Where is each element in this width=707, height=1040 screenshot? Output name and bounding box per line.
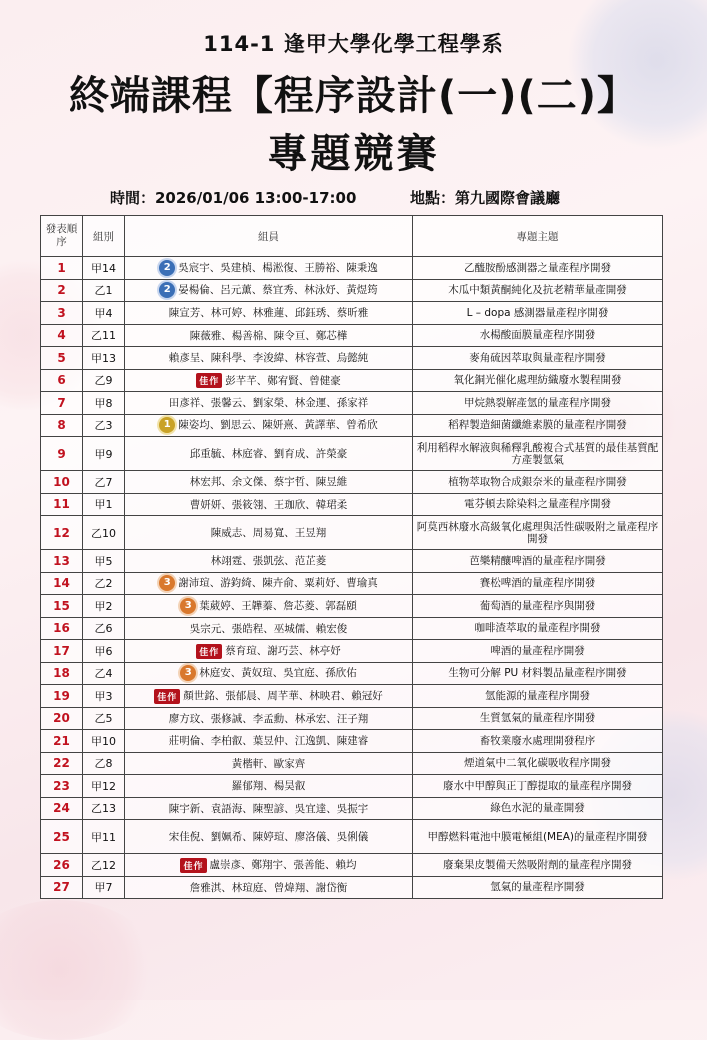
table-row [41, 572, 663, 595]
event-place: 地點：第九國際會議廳 [410, 189, 561, 207]
members-text: 陳姿均、劉思云、陳妍熹、黃譯華、曾希欣 [178, 419, 378, 432]
members-text: 陳威志、周易寬、王昱翔 [210, 527, 327, 539]
group-id: 甲3 [83, 685, 125, 708]
members-text: 廖方玟、張修誠、李孟勳、林承宏、汪子翔 [168, 712, 369, 725]
group-id: 甲13 [83, 347, 125, 370]
group-id: 乙10 [83, 516, 125, 550]
members-text: 詹雅淇、林瑄庭、曾煒翔、謝岱衡 [189, 881, 348, 894]
project-topic: 甲烷熱裂解產氫的量產程序開發 [413, 392, 663, 415]
project-topic: 啤酒的量產程序開發 [413, 640, 663, 663]
table-row [41, 392, 663, 415]
group-members [125, 617, 413, 640]
silver-medal-icon: 2 [159, 282, 175, 298]
members-text: 陳宣芳、林可婷、林雅蓮、邱鈺琇、蔡昕雅 [168, 307, 369, 320]
project-topic: 植物萃取物合成銀奈米的量產程序開發 [413, 471, 663, 494]
table-header-row [41, 216, 663, 257]
project-topic: 電芬頓去除染料之量產程序開發 [413, 493, 663, 516]
group-id: 乙11 [83, 324, 125, 347]
members-text: 陳宇新、袁語海、陳聖諺、吳宜達、吳振宇 [168, 802, 369, 815]
group-id: 乙3 [83, 414, 125, 437]
project-topic: 綠色水泥的量產開發 [413, 797, 663, 820]
table-row [41, 617, 663, 640]
honorable-mention-badge: 佳作 [196, 373, 222, 388]
project-topic: 廢棄果皮製備天然吸附劑的量產程序開發 [413, 854, 663, 877]
honorable-mention-badge: 佳作 [154, 689, 180, 704]
group-members [125, 414, 413, 437]
project-topic: 麥角硫因萃取與量產程序開發 [413, 347, 663, 370]
members-text: 吳宸宇、吳建楨、楊淞復、王勝裕、陳秉逸 [178, 261, 378, 274]
group-members [125, 347, 413, 370]
group-id: 乙8 [83, 752, 125, 775]
bronze-medal-icon: 3 [159, 575, 175, 591]
table-row [41, 662, 663, 685]
members-text: 羅郁翔、楊昊叡 [231, 780, 306, 793]
members-text: 盧崇彥、鄭翔宇、張善能、賴均 [209, 859, 357, 871]
group-members [125, 324, 413, 347]
group-id: 甲11 [83, 820, 125, 854]
members-text: 林翊霆、張凱弦、范芷菱 [210, 555, 327, 568]
table-row [41, 257, 663, 280]
school-department: 114-1 逢甲大學化學工程學系 [203, 32, 504, 56]
members-text: 林庭安、黃奴瑄、吳宜庭、孫欣佑 [199, 667, 357, 680]
group-members [125, 876, 413, 899]
members-text: 陳薇雅、楊善棉、陳令亘、鄭芯樺 [189, 329, 348, 342]
presentation-order: 11 [41, 493, 83, 516]
project-topic: 生質氫氣的量產程序開發 [413, 707, 663, 730]
group-members [125, 302, 413, 325]
bronze-medal-icon: 3 [180, 665, 196, 681]
members-text: 莊明倫、李柏叡、葉昱仲、江逸凱、陳建睿 [168, 735, 369, 748]
project-topic: 水楊酸面膜量產程序開發 [413, 324, 663, 347]
group-members [125, 595, 413, 618]
members-text: 彭芊芊、鄭宥賢、曾健豪 [225, 374, 341, 387]
presentation-order: 5 [41, 347, 83, 370]
group-id: 甲12 [83, 775, 125, 798]
group-id: 乙4 [83, 662, 125, 685]
group-members [125, 471, 413, 494]
event-time: 時間：2026/01/06 13:00-17:00 [110, 189, 357, 207]
project-topic: 氫能源的量產程序開發 [413, 685, 663, 708]
group-id: 甲14 [83, 257, 125, 280]
group-id: 乙12 [83, 854, 125, 877]
members-text: 葉葳婷、王韡蓁、詹芯菱、郭磊頤 [199, 599, 357, 612]
group-id: 甲6 [83, 640, 125, 663]
project-topic: 氫氣的量產程序開發 [413, 876, 663, 899]
table-row [41, 820, 663, 854]
presentation-order: 25 [41, 820, 83, 854]
project-topic: 生物可分解 PU 材料製品量產程序開發 [413, 662, 663, 685]
project-topic: 乙醯胺酚感測器之量產程序開發 [413, 257, 663, 280]
column-header-group: 組別 [83, 216, 125, 257]
presentation-order: 6 [41, 369, 83, 392]
group-id: 甲10 [83, 730, 125, 753]
project-topic: 氧化銅光催化處理紡織廢水製程開發 [413, 369, 663, 392]
group-id: 乙9 [83, 369, 125, 392]
table-row [41, 324, 663, 347]
table-row [41, 640, 663, 663]
presentation-order: 13 [41, 550, 83, 573]
group-members [125, 572, 413, 595]
group-id: 乙7 [83, 471, 125, 494]
project-topic: 畜牧業廢水處理開發程序 [413, 730, 663, 753]
members-text: 蔡育瑄、謝巧芸、林亭妤 [225, 645, 341, 657]
group-members [125, 516, 413, 550]
table-row [41, 437, 663, 471]
group-members [125, 854, 413, 877]
members-text: 邱重毓、林庭睿、劉育成、許榮豪 [189, 448, 348, 460]
members-text: 吳宗元、張皓程、巫城儒、賴宏俊 [189, 622, 348, 635]
project-topic: 咖啡渣萃取的量產程序開發 [413, 617, 663, 640]
presentation-order: 2 [41, 279, 83, 302]
presentation-order: 16 [41, 617, 83, 640]
group-id: 甲1 [83, 493, 125, 516]
members-text: 晏楊倫、呂元薰、蔡宜秀、林泳妤、黃煜筠 [178, 284, 378, 297]
project-topic: 芭樂精釀啤酒的量產程序開發 [413, 550, 663, 573]
presentation-order: 22 [41, 752, 83, 775]
table-row [41, 516, 663, 550]
schedule-table [40, 215, 663, 899]
project-topic: 阿莫西林廢水高級氧化處理與活性碳吸附之量產程序開發 [413, 516, 663, 550]
group-id: 甲4 [83, 302, 125, 325]
members-text: 宋佳倪、劉姵希、陳婷瑄、廖洛儀、吳俐儀 [168, 831, 369, 843]
flower-decoration [0, 900, 160, 1040]
group-id: 乙13 [83, 797, 125, 820]
members-text: 曹妍妍、張筱翎、王珈欣、韓珺柔 [189, 498, 348, 511]
group-members [125, 820, 413, 854]
group-members [125, 640, 413, 663]
project-topic: 廢水中甲醇與正丁醇提取的量產程序開發 [413, 775, 663, 798]
group-id: 甲5 [83, 550, 125, 573]
presentation-order: 24 [41, 797, 83, 820]
bronze-medal-icon: 3 [180, 598, 196, 614]
presentation-order: 7 [41, 392, 83, 415]
table-row [41, 279, 663, 302]
presentation-order: 18 [41, 662, 83, 685]
column-header-topic: 專題主題 [413, 216, 663, 257]
table-row [41, 493, 663, 516]
table-row [41, 797, 663, 820]
gold-medal-icon: 1 [159, 417, 175, 433]
presentation-order: 3 [41, 302, 83, 325]
table-row [41, 302, 663, 325]
presentation-order: 10 [41, 471, 83, 494]
table-row [41, 730, 663, 753]
honorable-mention-badge: 佳作 [196, 644, 222, 659]
project-topic: 葡萄酒的量產程序與開發 [413, 595, 663, 618]
members-text: 田彥祥、張馨云、劉家榮、林金運、孫家祥 [168, 397, 369, 410]
table-row [41, 595, 663, 618]
group-members [125, 707, 413, 730]
project-topic: 煙道氣中二氧化碳吸收程序開發 [413, 752, 663, 775]
presentation-order: 23 [41, 775, 83, 798]
members-text: 謝沛瑄、游鈞綺、陳卉俞、粟莉妤、曹瑜真 [178, 577, 378, 590]
project-topic: 利用稻稈水解液與稀釋乳酸複合式基質的最佳基質配方產製氫氣 [413, 437, 663, 471]
project-topic: 甲醇燃料電池中膜電極組(MEA)的量產程序開發 [413, 820, 663, 854]
presentation-order: 27 [41, 876, 83, 899]
presentation-order: 4 [41, 324, 83, 347]
presentation-order: 21 [41, 730, 83, 753]
presentation-order: 19 [41, 685, 83, 708]
table-row [41, 854, 663, 877]
group-members [125, 662, 413, 685]
presentation-order: 8 [41, 414, 83, 437]
project-topic: 賽松啤酒的量產程序開發 [413, 572, 663, 595]
presentation-order: 1 [41, 257, 83, 280]
group-members [125, 369, 413, 392]
presentation-order: 17 [41, 640, 83, 663]
table-row [41, 369, 663, 392]
group-id: 甲8 [83, 392, 125, 415]
group-members [125, 392, 413, 415]
project-topic: L – dopa 感測器量產程序開發 [413, 302, 663, 325]
group-members [125, 752, 413, 775]
group-id: 乙6 [83, 617, 125, 640]
group-members [125, 775, 413, 798]
group-id: 乙1 [83, 279, 125, 302]
presentation-order: 26 [41, 854, 83, 877]
column-header-members: 組員 [125, 216, 413, 257]
group-id: 甲7 [83, 876, 125, 899]
group-members [125, 257, 413, 280]
column-header-order: 發表順序 [41, 216, 83, 257]
table-row [41, 707, 663, 730]
group-id: 甲9 [83, 437, 125, 471]
presentation-order: 15 [41, 595, 83, 618]
silver-medal-icon: 2 [159, 260, 175, 276]
group-id: 甲2 [83, 595, 125, 618]
presentation-order: 14 [41, 572, 83, 595]
presentation-order: 12 [41, 516, 83, 550]
presentation-order: 20 [41, 707, 83, 730]
members-text: 黃楷軒、歐家齊 [231, 757, 306, 770]
table-row [41, 347, 663, 370]
group-members [125, 685, 413, 708]
members-text: 顏世銘、張郁晨、周芊華、林映君、賴冠好 [183, 690, 383, 702]
group-members [125, 279, 413, 302]
group-id: 乙5 [83, 707, 125, 730]
table-row [41, 876, 663, 899]
table-row [41, 471, 663, 494]
group-members [125, 730, 413, 753]
group-members [125, 437, 413, 471]
honorable-mention-badge: 佳作 [180, 858, 206, 873]
group-members [125, 493, 413, 516]
table-row [41, 414, 663, 437]
group-id: 乙2 [83, 572, 125, 595]
schedule-rows [41, 257, 663, 899]
group-members [125, 797, 413, 820]
members-text: 賴彥呈、陳科學、李浚緯、林容萱、烏懿純 [168, 352, 369, 365]
members-text: 林宏邦、余文傑、蔡宇哲、陳昱維 [189, 476, 348, 489]
group-members [125, 550, 413, 573]
presentation-order: 9 [41, 437, 83, 471]
page-title: 終端課程【程序設計(一)(二)】 [68, 73, 639, 119]
page-subtitle: 專題競賽 [267, 131, 440, 177]
project-topic: 稻稈製造細菌纖維素膜的量產程序開發 [413, 414, 663, 437]
project-topic: 木瓜中類黃酮純化及抗老精華量產開發 [413, 279, 663, 302]
table-row [41, 685, 663, 708]
table-row [41, 550, 663, 573]
table-row [41, 752, 663, 775]
table-row [41, 775, 663, 798]
